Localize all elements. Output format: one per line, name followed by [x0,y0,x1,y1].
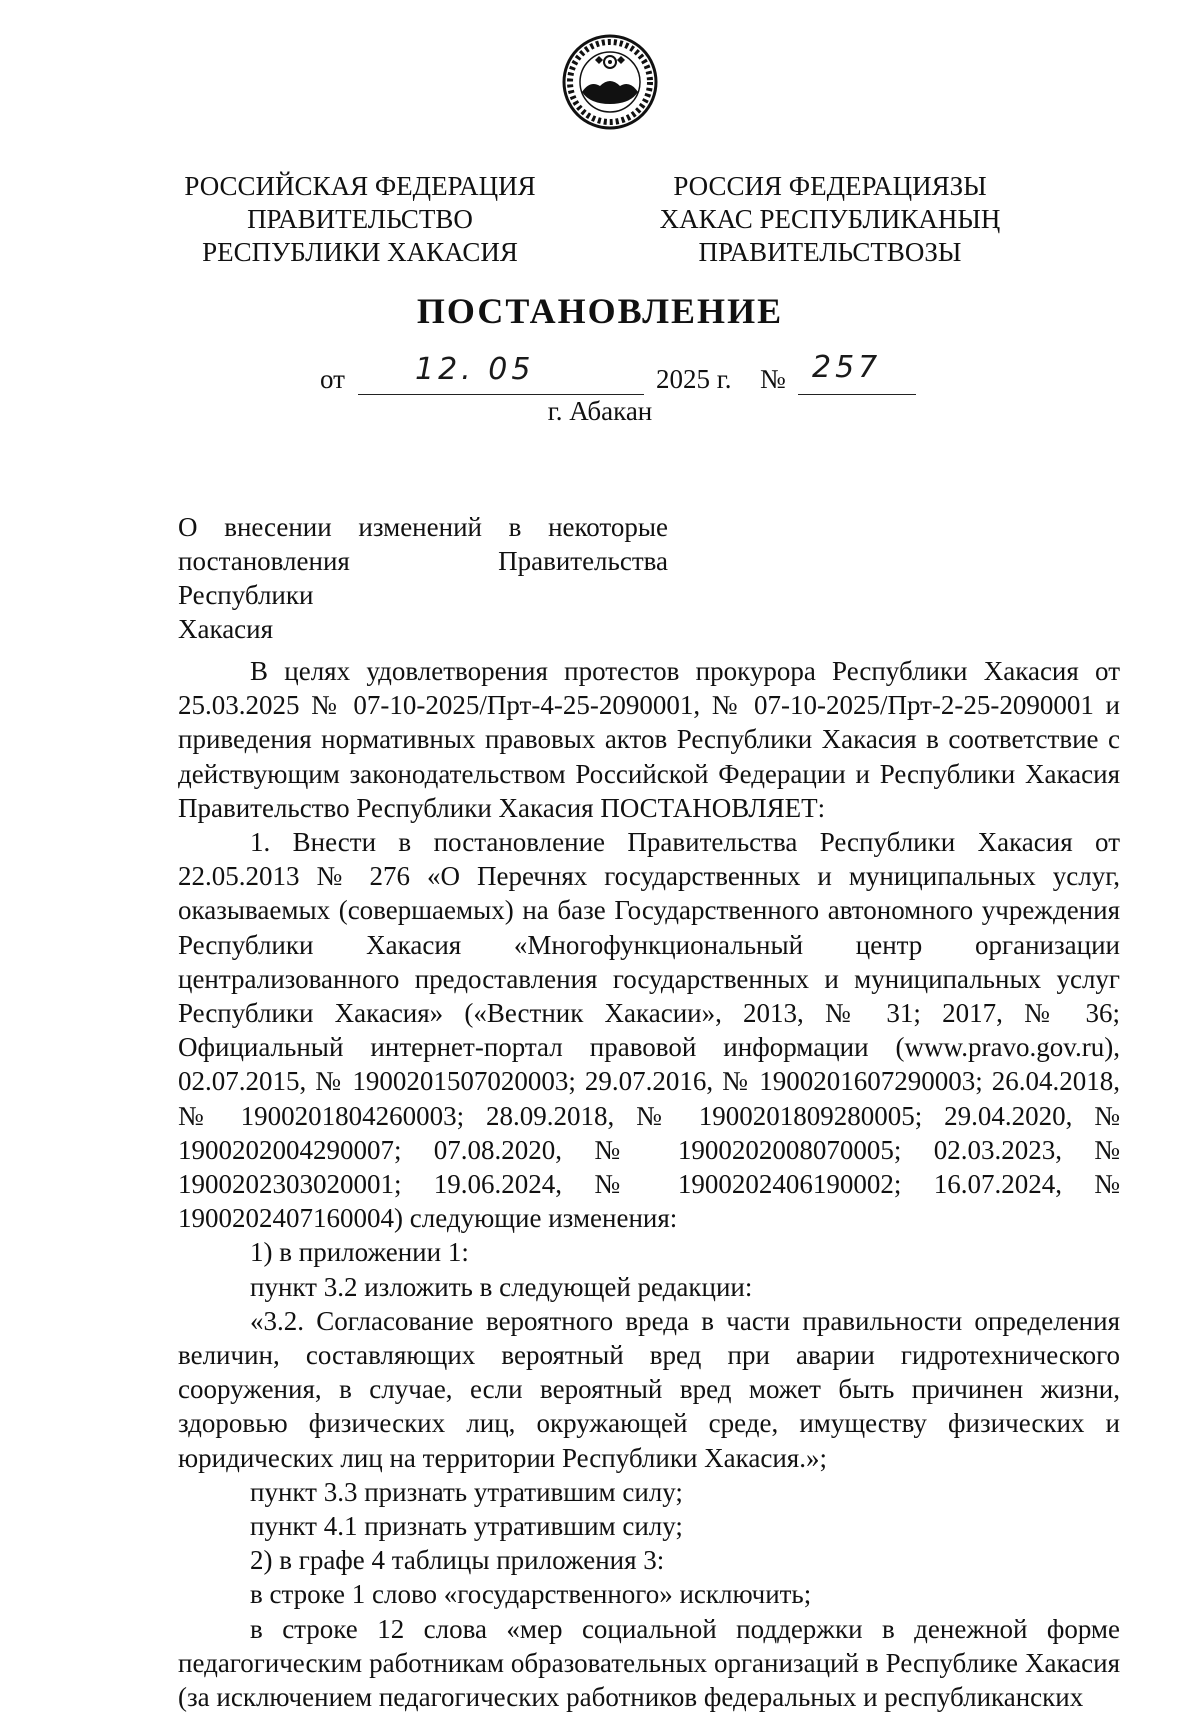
year-label: 2025 г. [656,364,732,394]
document-subject [178,510,668,646]
document-body [178,654,1120,1714]
body-paragraph: пункт 3.3 признать утратившим силу; [250,1476,683,1507]
header-right-line-1: РОССИЯ ФЕДЕРАЦИЯЗЫ [673,171,987,201]
body-paragraph: в строке 12 слова «мер социальной поддержки в денежной форме педагогическим работникам образовательных организаций в Республике Хакасия (за исключением педагогических работников федеральных и республиканских [178,1613,1120,1713]
date-number-line [320,350,920,398]
header-left-line-1: РОССИЙСКАЯ ФЕДЕРАЦИЯ [184,171,536,201]
number-sign: № [760,364,786,394]
header-right [620,170,1040,269]
subject-line: О внесении изменений в некоторые [178,512,668,542]
header-right-line-3: ПРАВИТЕЛЬСТВОЗЫ [698,237,962,267]
body-paragraph: пункт 4.1 признать утратившим силу; [250,1511,683,1542]
date-prefix: от [320,364,345,394]
date-handwritten: 12. 05 [415,352,535,387]
coat-of-arms-icon [560,32,660,132]
body-paragraph: 2) в графе 4 таблицы приложения 3: [250,1545,665,1576]
header-left-line-3: РЕСПУБЛИКИ ХАКАСИЯ [202,237,518,267]
body-paragraph: 1) в приложении 1: [250,1237,469,1268]
header-right-line-2: ХАКАС РЕСПУБЛИКАНЫҢ [659,204,1001,234]
subject-line: Хакасия [178,614,274,644]
document-type-title: ПОСТАНОВЛЕНИЕ [416,291,784,331]
city: г. Абакан [547,396,653,426]
body-paragraph: пункт 3.2 изложить в следующей редакции: [250,1271,753,1302]
body-paragraph: «3.2. Согласование вероятного вреда в части правильности определения величин, составляющих вероятный вред при аварии гидротехнического сооружения, в случае, если вероятный вред может быть причинен жизни, здоровью физических лиц, окружающей среде, имуществу физических и юридических лиц на территории Республики Хакасия.»; [178,1305,1120,1473]
header-left [150,170,570,269]
body-paragraph: в строке 1 слово «государственного» исключить; [250,1579,812,1610]
number-handwritten: 257 [812,350,882,385]
body-paragraph: 1. Внести в постановление Правительства Республики Хакасия от 22.05.2013 № 276 «О Перечнях государственных и муниципальных услуг, оказываемых (совершаемых) на базе Государственного автономного учреждения Республики Хакасия «Многофункциональный центр организации централизованного предоставления государственных и муниципальных услуг Республики Хакасия» («Вестник Хакасии», 2013, № 31; 2017, № 36; Официальный интернет-портал правовой информации (www.pravo.gov.ru), 02.07.2015, № 1900201507020003; 29.07.2016, № 1900201607290003; 26.04.2018, № 1900201804260003; 28.09.2018, № 1900201809280005; 29.04.2020, № 1900202004290007; 07.08.2020, № 1900202008070005; 02.03.2023, № 1900202303020001; 19.06.2024, № 1900202406190002; 16.07.2024, № 1900202407160004) следующие изменения: [178,827,1120,1234]
header-left-line-2: ПРАВИТЕЛЬСТВО [247,204,473,234]
subject-line: постановления Правительства Республики [178,546,668,610]
body-paragraph: В целях удовлетворения протестов прокурора Республики Хакасия от 25.03.2025 № 07-10-2025/Прт-4-25-2090001, № 07-10-2025/Прт-2-25-2090001 и приведения нормативных правовых актов Республики Хакасия в соответствие с действующим законодательством Российской Федерации и Республики Хакасия Правительство Республики Хакасия ПОСТАНОВЛЯЕТ: [178,656,1120,823]
